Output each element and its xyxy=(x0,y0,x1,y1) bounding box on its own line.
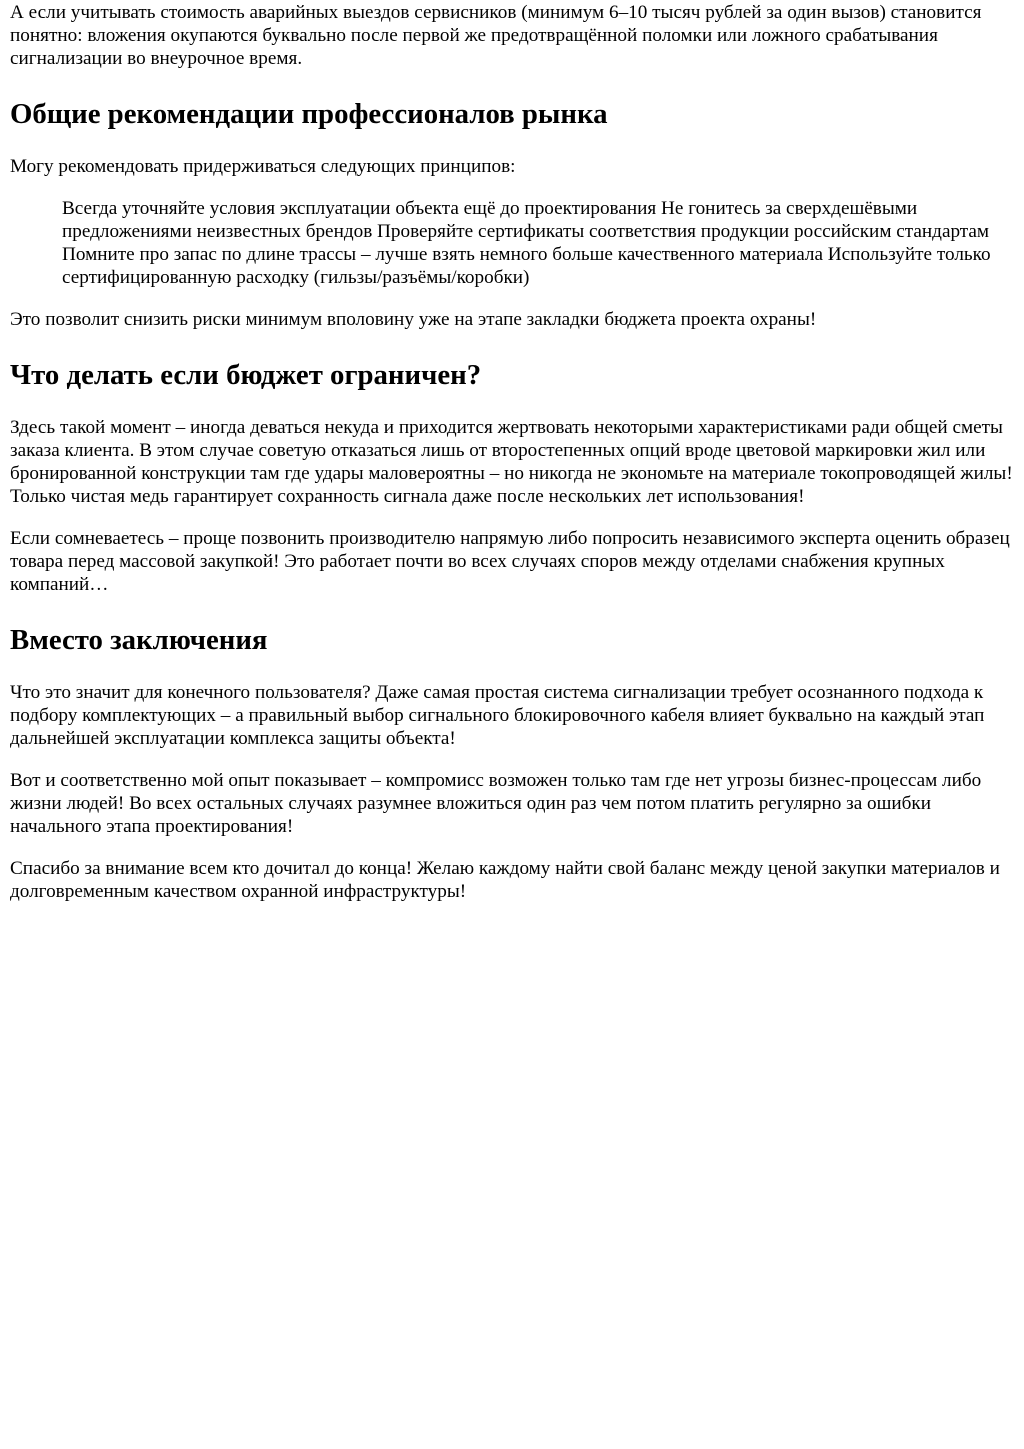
intro-paragraph: А если учитывать стоимость аварийных выездов сервисников (минимум 6–10 тысяч рублей за один вызов) становится понятно: вложения окупаются буквально после первой же предотвращённой поломки или ложного срабатывания сигнализации во внеурочное время. xyxy=(10,2,982,69)
limited-budget-paragraph: Здесь такой момент – иногда деваться некуда и приходится жертвовать некоторыми характеристиками ради общей сметы заказа клиента. В этом случае советую отказаться лишь от второстепенных опций вроде цветовой маркировки жил или бронированной конструкции там где удары маловероятны – но никогда не экономьте на материале токопроводящей жилы! Только чистая медь гарантирует сохранность сигнала даже после нескольких лет использования! xyxy=(10,417,1013,507)
article xyxy=(0,1,1024,903)
section-heading-recommendations: Общие рекомендации профессионалов рынка xyxy=(10,98,608,130)
conclusion-paragraph: Что это значит для конечного пользователя? Даже самая простая система сигнализации требует осознанного подхода к подбору комплектующих – а правильный выбор сигнального блокировочного кабеля влияет буквально на каждый этап дальнейшей эксплуатации комплекса защиты объекта! xyxy=(10,682,985,749)
conclusion-paragraph: Спасибо за внимание всем кто дочитал до конца! Желаю каждому найти свой баланс между ценой закупки материалов и долговременным качеством охранной инфраструктуры! xyxy=(10,858,1000,902)
section-heading-limited-budget: Что делать если бюджет ограничен? xyxy=(10,359,482,391)
section-heading-conclusion: Вместо заключения xyxy=(10,624,268,656)
recommendations-quote: Всегда уточняйте условия эксплуатации объекта ещё до проектирования Не гонитесь за сверхдешёвыми предложениями неизвестных брендов Проверяйте сертификаты соответствия продукции российским стандартам Помните про запас по длине трассы – лучше взять немного больше качественного материала Используйте только сертифицированную расходку (гильзы/разъёмы/коробки) xyxy=(62,198,991,288)
limited-budget-paragraph: Если сомневаетесь – проще позвонить производителю напрямую либо попросить независимого эксперта оценить образец товара перед массовой закупкой! Это работает почти во всех случаях споров между отделами снабжения крупных компаний… xyxy=(10,528,1010,595)
recommendations-closing: Это позволит снизить риски минимум вполовину уже на этапе закладки бюджета проекта охраны! xyxy=(10,309,817,330)
recommendations-lead: Могу рекомендовать придерживаться следующих принципов: xyxy=(10,156,516,177)
conclusion-paragraph: Вот и соответственно мой опыт показывает – компромисс возможен только там где нет угрозы бизнес-процессам либо жизни людей! Во всех остальных случаях разумнее вложиться один раз чем потом платить регулярно за ошибки начального этапа проектирования! xyxy=(10,770,982,837)
